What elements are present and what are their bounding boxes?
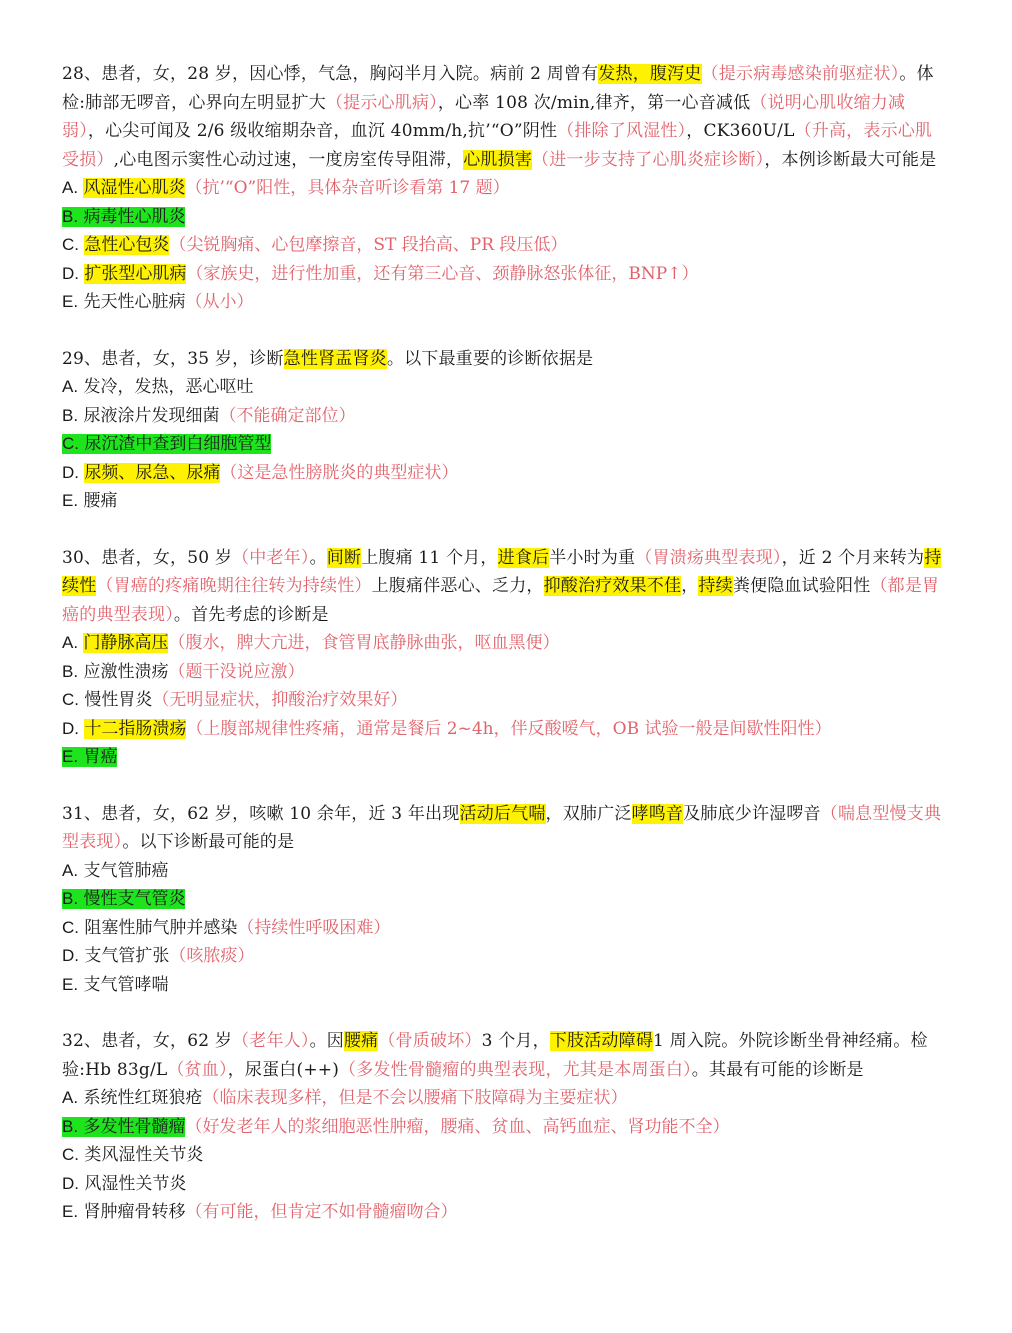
- option-label-group: [62, 1145, 203, 1165]
- option-text: 阻塞性肺气肿并感染: [84, 917, 238, 938]
- option-text: 腰痛: [83, 491, 118, 511]
- highlighted-keyword: 下肢活动障碍: [549, 1031, 654, 1051]
- option-text: 多发性骨髓瘤: [83, 1116, 186, 1137]
- question-block: [62, 60, 942, 317]
- option-letter: C.: [62, 1145, 79, 1164]
- option-letter: B.: [62, 1116, 79, 1136]
- answer-option: [62, 402, 942, 431]
- option-annotation: （有可能，但肯定不如骨髓瘤吻合）: [185, 1202, 458, 1222]
- answer-option: [62, 203, 942, 232]
- option-label-group: [62, 1088, 202, 1108]
- option-letter: E.: [62, 974, 79, 994]
- option-text: 支气管哮喘: [83, 974, 169, 995]
- question-block: [62, 1027, 942, 1227]
- stem-text: 。以下诊断最可能的是: [122, 832, 295, 852]
- stem-text: 。体检:肺部无啰音，心界向左明显扩大: [62, 64, 934, 113]
- annotation-text: （说明心肌收缩力减弱）: [62, 92, 906, 141]
- option-letter: B.: [62, 889, 79, 908]
- option-letter: C.: [62, 434, 79, 453]
- option-text: 尿沉渣中查到白细胞管型: [84, 434, 272, 454]
- option-annotation: （腹水，脾大亢进，食管胃底静脉曲张，呕血黑便）: [168, 633, 560, 653]
- option-label-group: [62, 861, 168, 881]
- answer-option: [62, 885, 942, 914]
- stem-text: ,心电图示窦性心动过速，一度房室传导阻滞，: [113, 149, 464, 170]
- answer-option: [62, 487, 942, 516]
- annotation-text: （提示病毒感染前驱症状）: [701, 64, 900, 84]
- option-text: 急性心包炎: [84, 235, 170, 255]
- option-annotation: （临床表现多样，但是不会以腰痛下肢障碍为主要症状）: [202, 1088, 628, 1108]
- question-stem: [62, 800, 942, 857]
- option-text: 十二指肠溃疡: [84, 718, 187, 739]
- question-block: [62, 345, 942, 516]
- option-annotation: （上腹部规律性疼痛，通常是餐后 2~4h，伴反酸嗳气，OB 试验一般是间歇性阳性）: [186, 718, 832, 739]
- stem-text: 。首先考虑的诊断是: [173, 604, 329, 625]
- stem-text: 29、患者，女，35 岁，诊断: [62, 348, 284, 369]
- highlighted-keyword: 发热，腹泻史: [598, 64, 702, 84]
- answer-option: [62, 743, 942, 772]
- highlighted-keyword: 心肌损害: [463, 149, 533, 170]
- stem-text: 上腹痛伴恶心、乏力，: [371, 576, 544, 596]
- option-label-group: [62, 235, 169, 255]
- stem-text: ，本例诊断最大可能是: [764, 149, 937, 170]
- answer-option: [62, 231, 942, 260]
- stem-text: 。以下最重要的诊断依据是: [386, 348, 594, 369]
- stem-text: 及肺底少许湿啰音: [683, 803, 821, 824]
- option-letter: E.: [62, 292, 79, 311]
- option-label-group: [62, 292, 185, 312]
- option-letter: C.: [62, 690, 79, 709]
- answer-option: [62, 971, 942, 1000]
- option-label-group: [62, 662, 168, 682]
- option-label-group: [62, 491, 117, 511]
- stem-text: ，心尖可闻及 2/6 级收缩期杂音，血沉 40mm/h,抗’“O”阴性: [87, 121, 558, 141]
- option-letter: B.: [62, 661, 79, 681]
- option-label-group: [62, 747, 117, 767]
- answer-option: [62, 288, 942, 317]
- answer-option: [62, 459, 942, 488]
- option-text: 先天性心脏病: [83, 292, 186, 312]
- highlighted-keyword: 急性肾盂肾炎: [283, 348, 387, 369]
- option-label-group: [62, 719, 186, 739]
- answer-option: [62, 1113, 942, 1142]
- answer-option: [62, 1084, 942, 1113]
- question-block: [62, 800, 942, 1000]
- option-label-group: [62, 1202, 185, 1222]
- stem-text: 32、患者，女，62 岁: [62, 1031, 233, 1051]
- highlighted-keyword: 持续性: [62, 547, 942, 596]
- option-label-group: [62, 975, 168, 995]
- option-label-group: [62, 264, 186, 284]
- option-letter: A.: [62, 860, 79, 880]
- option-annotation: （不能确定部位）: [219, 405, 356, 426]
- stem-text: ，心率 108 次/min,律齐，第一心音减低: [437, 92, 751, 113]
- annotation-text: （胃癌的疼痛晚期往往转为持续性）: [96, 576, 372, 596]
- option-annotation: （从小）: [185, 292, 254, 312]
- question-block: [62, 544, 942, 772]
- stem-text: 30、患者，女，50 岁: [62, 547, 233, 568]
- stem-text: ，: [681, 576, 699, 596]
- option-text: 发冷，发热，恶心呕吐: [83, 377, 254, 397]
- highlighted-keyword: 间断: [326, 547, 362, 568]
- option-text: 慢性胃炎: [84, 690, 153, 710]
- option-letter: B.: [62, 206, 79, 226]
- option-label-group: [62, 918, 237, 938]
- option-annotation: （这是急性膀胱炎的典型症状）: [220, 462, 459, 483]
- option-label-group: [62, 207, 185, 227]
- option-text: 尿液涂片发现细菌: [83, 405, 220, 426]
- option-label-group: [62, 690, 152, 710]
- option-annotation: （尖锐胸痛、心包摩擦音，ST 段抬高、PR 段压低）: [169, 235, 568, 255]
- option-label-group: [62, 889, 185, 909]
- answer-option: [62, 914, 942, 943]
- option-annotation: （无明显症状，抑酸治疗效果好）: [152, 690, 408, 710]
- stem-text: 31、患者，女，62 岁，咳嗽 10 余年，近 3 年出现: [62, 803, 460, 824]
- option-letter: E.: [62, 491, 79, 510]
- question-stem: [62, 60, 942, 174]
- option-text: 胃癌: [83, 747, 118, 767]
- option-letter: D.: [62, 263, 79, 283]
- answer-option: [62, 430, 942, 459]
- annotation-text: （排除了风湿性）: [557, 121, 687, 141]
- option-label-group: [62, 946, 169, 966]
- option-letter: D.: [62, 1173, 79, 1193]
- option-letter: A.: [62, 377, 79, 396]
- option-letter: D.: [62, 462, 79, 482]
- option-label-group: [62, 1117, 185, 1137]
- annotation-text: （胃溃疡典型表现）: [635, 547, 782, 568]
- question-stem: [62, 1027, 942, 1084]
- stem-text: ，CK360U/L: [686, 121, 795, 141]
- option-letter: B.: [62, 405, 79, 425]
- option-text: 应激性溃疡: [83, 661, 169, 682]
- option-text: 风湿性心肌炎: [83, 178, 186, 198]
- annotation-text: （都是胃癌的典型表现）: [62, 576, 940, 625]
- option-text: 慢性支气管炎: [83, 889, 186, 909]
- answer-option: [62, 629, 942, 658]
- stem-text: 半小时为重: [549, 547, 636, 568]
- highlighted-keyword: 抑酸治疗效果不佳: [543, 576, 682, 596]
- option-letter: A.: [62, 1088, 79, 1107]
- annotation-text: （提示心肌病）: [325, 92, 438, 113]
- stem-text: 28、患者，女，28 岁，因心悸，气急，胸闷半月入院。病前 2 周曾有: [62, 64, 599, 84]
- answer-option: [62, 1198, 942, 1227]
- stem-text: ，双肺广泛: [545, 803, 632, 824]
- question-stem: [62, 544, 942, 630]
- option-letter: A.: [62, 178, 79, 197]
- answer-option: [62, 942, 942, 971]
- annotation-text: （升高，表示心肌受损）: [62, 121, 933, 170]
- option-letter: A.: [62, 633, 79, 652]
- stem-text: 。: [309, 547, 327, 568]
- annotation-text: （进一步支持了心肌炎症诊断）: [532, 149, 765, 170]
- option-letter: E.: [62, 747, 79, 766]
- question-stem: [62, 345, 942, 374]
- stem-text: 粪便隐血试验阳性: [732, 576, 871, 596]
- option-annotation: （抗’“O”阳性，具体杂音听诊看第 17 题）: [185, 178, 510, 198]
- option-text: 病毒性心肌炎: [83, 206, 186, 227]
- option-text: 扩张型心肌病: [84, 263, 187, 284]
- annotation-text: （喘息型慢支典型表现）: [62, 803, 942, 852]
- option-label-group: [62, 406, 219, 426]
- option-label-group: [62, 1174, 186, 1194]
- stem-text: ，近 2 个月来转为: [781, 547, 925, 568]
- answer-option: [62, 260, 942, 289]
- option-label-group: [62, 377, 253, 397]
- option-annotation: （题干没说应激）: [168, 661, 305, 682]
- stem-text: 3 个月，: [481, 1031, 550, 1051]
- option-text: 门静脉高压: [83, 633, 169, 653]
- option-text: 支气管肺癌: [83, 860, 169, 881]
- answer-option: [62, 715, 942, 744]
- option-text: 尿频、尿急、尿痛: [84, 462, 221, 483]
- highlighted-keyword: 进食后: [497, 547, 550, 568]
- option-letter: C.: [62, 235, 79, 254]
- answer-option: [62, 857, 942, 886]
- stem-text: 1 周入院。外院诊断坐骨神经痛。检验:Hb 83g/L: [62, 1031, 928, 1080]
- option-text: 类风湿性关节炎: [84, 1145, 204, 1165]
- option-annotation: （持续性呼吸困难）: [237, 917, 391, 938]
- answer-option: [62, 1141, 942, 1170]
- option-text: 系统性红斑狼疮: [83, 1088, 203, 1108]
- stem-text: 。因: [309, 1031, 344, 1051]
- answer-option: [62, 174, 942, 203]
- option-text: 肾肿瘤骨转移: [83, 1202, 186, 1222]
- highlighted-keyword: 哮鸣音: [631, 803, 684, 824]
- highlighted-keyword: 腰痛: [343, 1031, 379, 1051]
- option-annotation: （咳脓痰）: [169, 946, 255, 966]
- annotation-text: （骨质破坏）: [378, 1031, 482, 1051]
- option-text: 风湿性关节炎: [84, 1173, 187, 1194]
- annotation-text: （贫血）: [167, 1059, 228, 1080]
- stem-text: 。其最有可能的诊断是: [691, 1059, 864, 1080]
- answer-option: [62, 686, 942, 715]
- answer-option: [62, 373, 942, 402]
- annotation-text: （中老年）: [232, 547, 310, 568]
- highlighted-keyword: 持续: [698, 576, 733, 596]
- answer-option: [62, 1170, 942, 1199]
- annotation-text: （老年人）: [232, 1031, 310, 1051]
- option-label-group: [62, 434, 271, 454]
- answer-option: [62, 658, 942, 687]
- option-letter: D.: [62, 946, 79, 965]
- highlighted-keyword: 活动后气喘: [459, 803, 546, 824]
- option-annotation: （好发老年人的浆细胞恶性肿瘤，腰痛、贫血、高钙血症、肾功能不全）: [185, 1116, 730, 1137]
- stem-text: 上腹痛 11 个月，: [361, 547, 498, 568]
- option-letter: E.: [62, 1202, 79, 1221]
- option-text: 支气管扩张: [84, 946, 170, 966]
- stem-text: ，尿蛋白(++): [227, 1059, 340, 1080]
- option-label-group: [62, 178, 185, 198]
- option-letter: D.: [62, 718, 79, 738]
- option-letter: C.: [62, 917, 79, 937]
- option-label-group: [62, 633, 168, 653]
- option-label-group: [62, 463, 220, 483]
- option-annotation: （家族史，进行性加重，还有第三心音、颈静脉怒张体征，BNP↑）: [186, 263, 699, 284]
- annotation-text: （多发性骨髓瘤的典型表现，尤其是本周蛋白）: [339, 1059, 692, 1080]
